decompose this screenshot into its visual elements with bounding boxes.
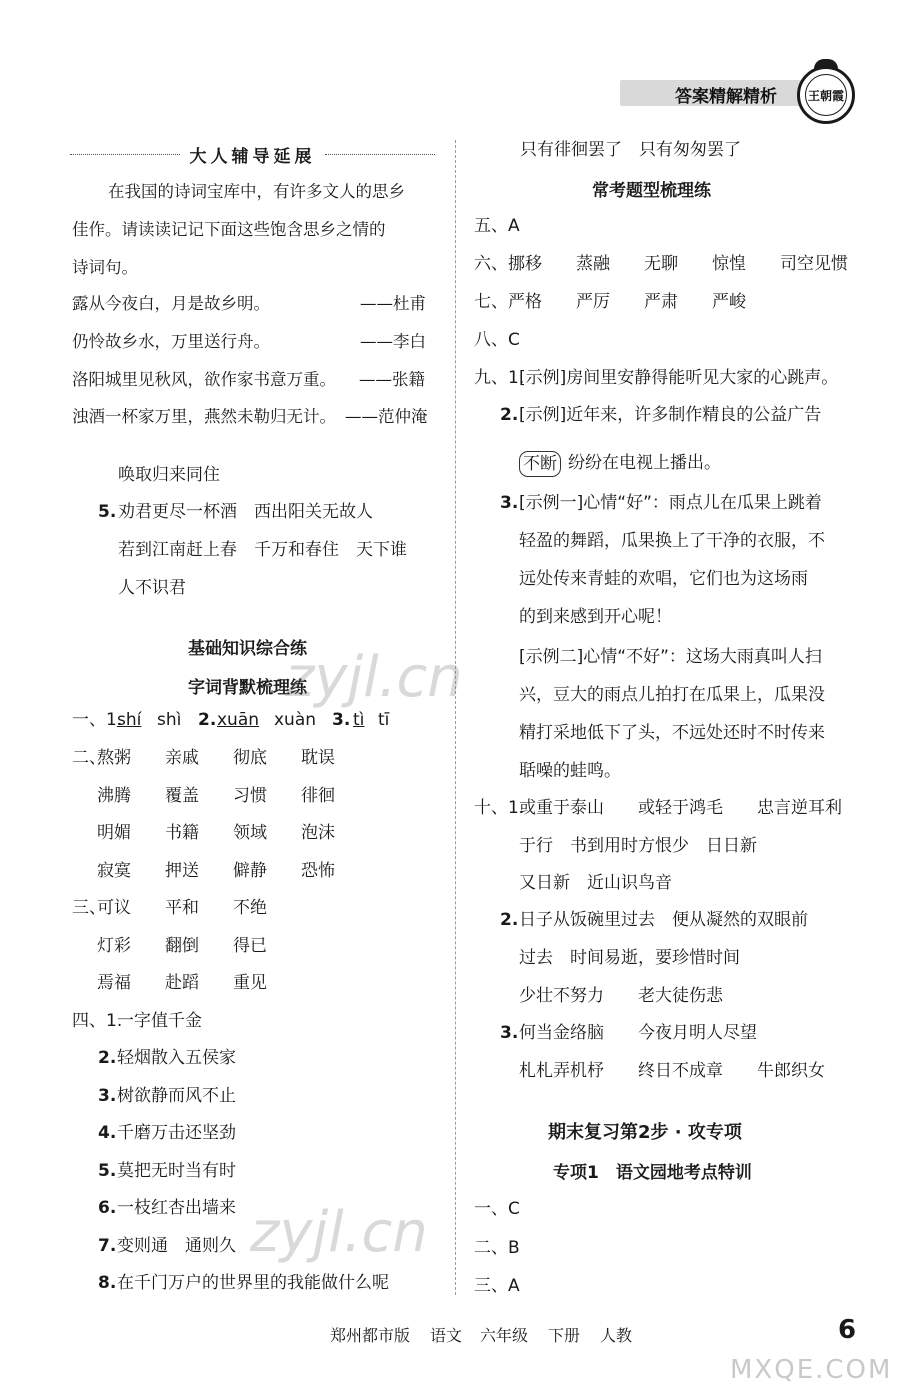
- publisher-logo: [797, 66, 855, 124]
- recall-line: 唤取归来同住: [118, 465, 220, 485]
- q10-answer-2-line: 日子从饭碗里过去 便从凝然的双眼前: [519, 910, 808, 930]
- answer-7: 七、严格 严厉 严肃 严峻: [474, 292, 746, 312]
- q10-label: 十、1.: [474, 798, 525, 818]
- q2-row: 寂寞 押送 僻静 恐怖: [97, 861, 335, 881]
- title-rule-right: [325, 154, 435, 155]
- q1-pinyin-c: xuān: [217, 710, 260, 730]
- intro-line-1: 在我国的诗词宝库中，有许多文人的思乡: [108, 182, 405, 201]
- q10-answer-2-line: 过去 时间易逝，要珍惜时间: [519, 948, 740, 968]
- footer-subject: 语文: [430, 1326, 463, 1345]
- q2-row: 明媚 书籍 领域 泡沫: [97, 823, 335, 843]
- poem-line: 仍怜故乡水，万里送行舟。: [72, 332, 270, 351]
- q4-answer: 树欲静而风不止: [117, 1086, 236, 1106]
- q3-row: 焉福 赴蹈 重见: [97, 973, 267, 993]
- q1-pinyin-a: shí: [117, 710, 142, 730]
- q4-number: 6.: [98, 1198, 117, 1218]
- q10-answer-1-line: 于行 书到用时方恨少 日日新: [519, 836, 757, 856]
- q10-answer-3-line: 札札弄机杼 终日不成章 牛郎织女: [519, 1061, 825, 1081]
- header-title: 答案精解精析: [675, 87, 777, 107]
- q4-answer: 千磨万击还坚劲: [117, 1123, 236, 1143]
- q4-number: 3.: [98, 1086, 117, 1106]
- q9-label: 九、1.: [474, 368, 525, 388]
- q4-number: 5.: [98, 1161, 117, 1181]
- revision-mark-box: 不断: [519, 451, 561, 477]
- q10-answer-3-line: 何当金络脑 今夜月明人尽望: [519, 1023, 757, 1043]
- answer-8: 八、C: [474, 330, 520, 350]
- q9-number-3: 3.: [500, 493, 519, 513]
- q10-number-3: 3.: [500, 1023, 519, 1043]
- q9-answer-2a: [示例]近年来，许多制作精良的公益广告: [519, 405, 822, 425]
- column-divider: [455, 140, 456, 1295]
- title-rule-left: [70, 154, 180, 155]
- poem-author: ——李白: [360, 332, 426, 351]
- q1-label-3: 3.: [332, 710, 351, 730]
- q9-number-2: 2.: [500, 405, 519, 425]
- q10-number-2: 2.: [500, 910, 519, 930]
- logo-text: 王朝霞: [805, 74, 847, 116]
- answer-special-1: 一、C: [474, 1199, 520, 1219]
- q2-label: 二、: [72, 748, 106, 768]
- intro-line-2: 佳作。请读读记记下面这些饱含思乡之情的: [72, 220, 386, 239]
- q9-answer-3-line: 聒噪的蛙鸣。: [519, 761, 621, 781]
- q10-answer-1-line: 或重于泰山 或轻于鸿毛 忠言逆耳利: [519, 798, 842, 818]
- q9-answer-3-line: 精打采地低下了头，不远处还时不时传来: [519, 723, 825, 743]
- q4-label: 四、1.: [72, 1011, 123, 1031]
- q4-number: 8.: [98, 1273, 117, 1293]
- poem-author: ——范仲淹: [345, 407, 428, 426]
- q9-answer-3-line: 兴，豆大的雨点儿拍打在瓜果上，瓜果没: [519, 685, 825, 705]
- q10-answer-2-line: 少壮不努力 老大徒伤悲: [519, 986, 723, 1006]
- poem-line: 露从今夜白，月是故乡明。: [72, 294, 270, 313]
- q4-answer: 变则通 通则久: [117, 1236, 236, 1256]
- q9-answer-3-line: 远处传来青蛙的欢唱，它们也为这场雨: [519, 569, 808, 589]
- section-word-review: 字词背默梳理练: [188, 678, 307, 698]
- section-basic-knowledge: 基础知识综合练: [188, 639, 307, 659]
- q4-answer: 莫把无时当有时: [117, 1161, 236, 1181]
- q4-answer: 一字值千金: [117, 1011, 202, 1031]
- extension-box-title: [70, 142, 435, 168]
- watermark: zyjl.cn: [250, 1200, 428, 1265]
- q9-answer-3-line: [示例一]心情“好”：雨点儿在瓜果上跳着: [519, 493, 822, 513]
- answer-6: 六、挪移 蒸融 无聊 惊惶 司空见惯: [474, 254, 848, 274]
- q2-row: 熬粥 亲戚 彻底 耽误: [97, 748, 335, 768]
- q9-answer-3-line: 的到来感到开心呢！: [519, 607, 672, 627]
- item5-line-3: 人不识君: [118, 578, 186, 598]
- footer-grade: 六年级: [480, 1326, 529, 1345]
- poem-line: 浊酒一杯家万里，燕然未勒归无计。: [72, 407, 336, 426]
- section-common-questions: 常考题型梳理练: [592, 181, 711, 201]
- footer-publisher: 人教: [600, 1326, 633, 1345]
- answer-special-2: 二、B: [474, 1238, 520, 1258]
- q1-pinyin-d: xuàn: [274, 710, 317, 730]
- poem-author: ——张籍: [359, 370, 425, 389]
- poem-line: 洛阳城里见秋风，欲作家书意万重。: [72, 370, 336, 389]
- q4-number: 2.: [98, 1048, 117, 1068]
- item5-line-2: 若到江南赶上春 千万和春住 天下谁: [118, 540, 407, 560]
- answer-5: 五、A: [474, 216, 520, 236]
- q3-row: 灯彩 翻倒 得已: [97, 936, 267, 956]
- q1-pinyin-e: tì: [353, 710, 365, 730]
- q9-answer-3-line: 轻盈的舞蹈，瓜果换上了干净的衣服，不: [519, 531, 825, 551]
- footer-volume: 下册: [548, 1326, 581, 1345]
- q10-answer-1-line: 又日新 近山识鸟音: [519, 873, 672, 893]
- answer-special-3: 三、A: [474, 1276, 520, 1296]
- q4-answer: 轻烟散入五侯家: [117, 1048, 236, 1068]
- crown-icon: [814, 59, 838, 69]
- item5-number: 5.: [98, 502, 117, 522]
- page-number: 6: [838, 1315, 857, 1345]
- poem-author: ——杜甫: [360, 294, 426, 313]
- q3-row: 可议 平和 不绝: [97, 898, 267, 918]
- q9-answer-2b: 纷纷在电视上播出。: [568, 453, 721, 473]
- q9-answer-3-line: [示例二]心情“不好”：这场大雨真叫人扫: [519, 647, 822, 667]
- q3-label: 三、: [72, 898, 106, 918]
- section-final-review-step2: 期末复习第2步 · 攻专项: [548, 1122, 742, 1143]
- watermark: MXQE.COM: [730, 1355, 893, 1385]
- intro-line-3: 诗词句。: [72, 258, 138, 277]
- q2-row: 沸腾 覆盖 习惯 徘徊: [97, 786, 335, 806]
- footer-edition: 郑州都市版: [330, 1326, 411, 1345]
- q4-answer: 在千门万户的世界里的我能做什么呢: [117, 1273, 389, 1293]
- q1-label-2: 2.: [198, 710, 217, 730]
- item5-line-1: 劝君更尽一杯酒 西出阳关无故人: [118, 502, 373, 522]
- q1-pinyin-b: shì: [157, 710, 182, 730]
- q1-label: 一、1.: [72, 710, 123, 730]
- q1-pinyin-f: tī: [378, 710, 390, 730]
- continued-line: 只有徘徊罢了 只有匆匆罢了: [520, 140, 741, 160]
- q9-answer-1: [示例]房间里安静得能听见大家的心跳声。: [519, 368, 839, 388]
- section-special-1: 专项1 语文园地考点特训: [553, 1163, 752, 1183]
- q4-number: 4.: [98, 1123, 117, 1143]
- watermark: zyjl.cn: [285, 645, 463, 710]
- extension-title: 大人辅导延展: [189, 147, 316, 167]
- q4-answer: 一枝红杏出墙来: [117, 1198, 236, 1218]
- q4-number: 7.: [98, 1236, 117, 1256]
